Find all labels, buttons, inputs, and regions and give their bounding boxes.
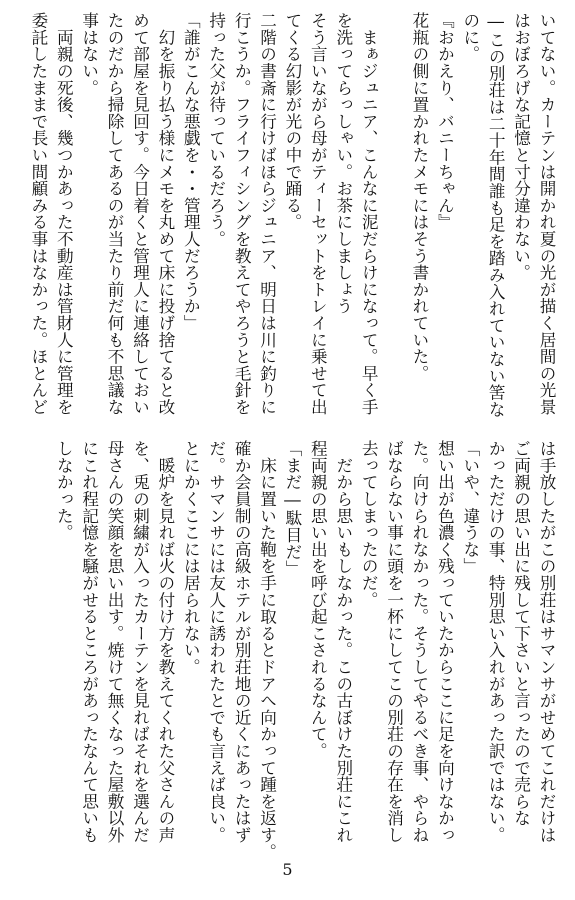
text-line: 行こうか。フライフィシングを教えてやろうと毛針を [232, 12, 252, 416]
text-line: ご両親の思い出に残して下さいと言ったので売らな [511, 440, 531, 827]
text-line: 事はない。 [79, 12, 99, 96]
text-line: 「誰がこんな悪戯を・・管理人だろうか」 [181, 12, 201, 332]
page-number: 5 [282, 860, 293, 879]
text-line: のに。 [460, 12, 480, 63]
text-line: た。向けられなかった。そうしてやるべき事、やらね [409, 440, 429, 844]
upper-text-block [25, 12, 559, 418]
text-line: 去ってしまったのだ。 [359, 440, 379, 608]
text-line: 持った父が待っているだろう。 [206, 12, 226, 248]
text-line: 母さんの笑顔を思い出す。焼けて無くなった屋敷以外 [105, 440, 125, 844]
text-line: 『おかえり、バニーちゃん』 [435, 12, 455, 231]
text-line: 確か会員制の高級ホテルが別荘地の近くにあったはず [232, 440, 252, 844]
text-line: そう言いながら母がティーセットをトレイに乗せて出 [308, 12, 328, 416]
text-line: しなかった。 [54, 440, 74, 541]
text-line: だから思いもしなかった。この古ぼけた別荘にこれ [333, 440, 353, 844]
text-line: 幻を振り払う様にメモを丸めて床に投げ捨てると改 [155, 12, 175, 416]
text-line: かっただけの事、特別思い入れがあった訳ではない。 [486, 440, 506, 844]
text-line: たのだから掃除してあるのが当たり前だ何も不思議な [105, 12, 125, 416]
text-line: 花瓶の側に置かれたメモにはそう書かれていた。 [409, 12, 429, 382]
text-line: は手放したがこの別荘はサマンサがせめてこれだけは [537, 440, 556, 844]
lower-text-block [51, 440, 559, 860]
text-line: を洗ってらっしゃい。お茶にしましょう [333, 12, 353, 315]
text-line: まぁジュニア、こんなに泥だらけになって。早く手 [359, 12, 379, 416]
text-line: とにかくここには居られない。 [181, 440, 201, 676]
text-line: はおぼろげな記憶と寸分違わない。 [511, 12, 531, 281]
text-line: めて部屋を見回す。今日着くと管理人に連絡しておい [130, 12, 150, 416]
text-line: 「まだ―駄目だ」 [282, 440, 302, 577]
text-line: ばならない事に頭を一杯にしてこの別荘の存在を消し [384, 440, 404, 844]
text-line: 床に置いた鞄を手に取るとドアへ向かって踵を返す。 [257, 440, 277, 860]
text-line: 想い出が色濃く残っていたからここに足を向けなかっ [435, 440, 455, 844]
text-line: ―この別荘は二十年間誰も足を踏み入れていない筈な [486, 12, 506, 418]
text-line: 両親の死後、幾つかあった不動産は管財人に管理を [54, 12, 74, 416]
text-line: だ。サマンサには友人に誘われたとでも言えば良い。 [206, 440, 226, 844]
text-line: にこれ程記憶を騒がせるところがあったなんて思いも [79, 440, 99, 844]
text-line: 二階の書斎に行けばほらジュニア、明日は川に釣りに [257, 12, 277, 416]
text-line: いてない。カーテンは開かれ夏の光が描く居間の光景 [537, 12, 556, 416]
text-line: 暖炉を見れば火の付け方を教えてくれた父さんの声 [155, 440, 175, 844]
text-line: 「いや、違うな」 [460, 440, 480, 575]
text-line: 程両親の思い出を呼び起こされるなんて。 [308, 440, 328, 760]
text-line: を、兎の刺繍が入ったカーテンを見ればそれを選んだ [130, 440, 150, 844]
text-line: 委託したままで長い間顧みる事はなかった。ほとんど [28, 12, 48, 416]
text-line: てくる幻影が光の中で踊る。 [282, 12, 302, 231]
blank-line [381, 12, 406, 412]
